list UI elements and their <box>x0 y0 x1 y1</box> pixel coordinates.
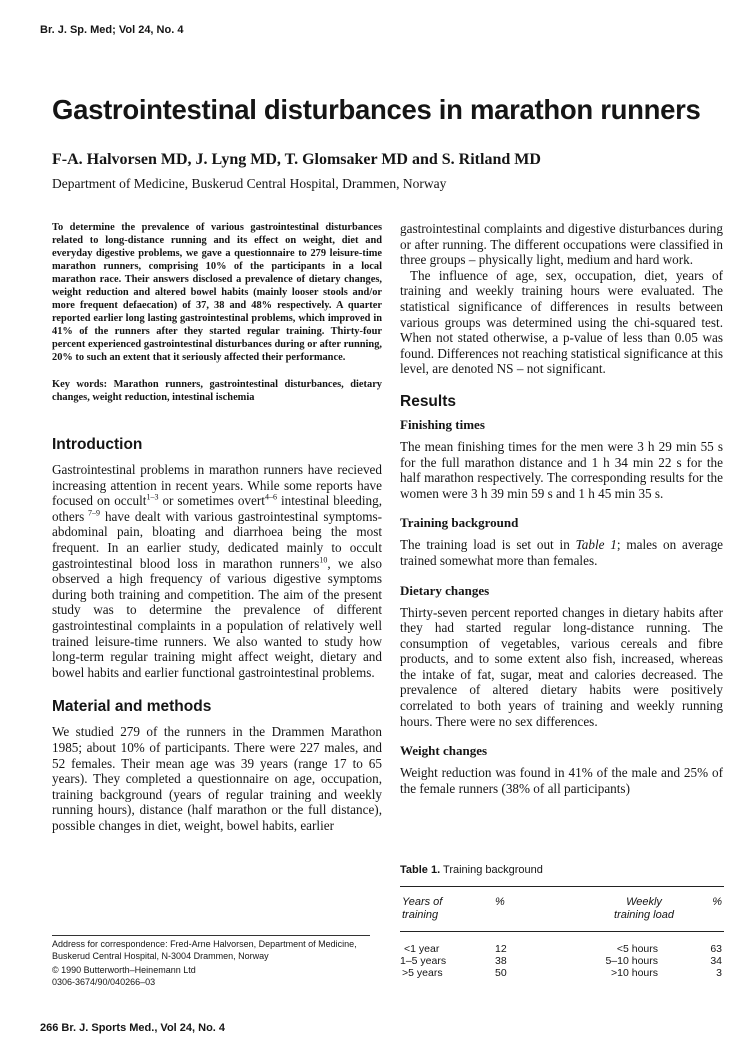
methods-text-continued: gastrointestinal complaints and digestive disturbances during or after running. The different occupations were classified in three groups – physically light, medium and hard work. <box>400 221 723 268</box>
table-cell-load: <5 hours <box>616 943 658 955</box>
copyright-notice: © 1990 Butterworth–Heinemann Ltd <box>52 965 196 975</box>
page-footer: 266 Br. J. Sports Med., Vol 24, No. 4 <box>40 1022 226 1034</box>
table-top-rule <box>400 886 724 887</box>
introduction-text: Gastrointestinal problems in marathon runners have recieved increasing attention in recent years. While some reports have focused on occult$^{1-3}$ or sometimes overt$^{4-6}$ intestinal bleeding, others $^{7-9}$ have dealt with various gastrointestinal symptoms-abdominal pain, bloating and diarrhoea being the most frequent. In an earlier study, dedicated mainly to occult gastrointestinal blood loss in marathon runners$^{10}$, we also observed a high frequency of various digestive symptoms during both training and competition. The aim of the present study was to determine the prevalence of different gastrointestinal complaints in a population of relatively well trained leisure-time runners. We also wanted to study how long-term regular training might affect weight, dietary and bowel habits and earlier functional gastrointestinal problems. <box>52 462 382 680</box>
left-column <box>52 221 382 833</box>
correspondence-address: Address for correspondence: Fred-Arne Halvorsen, Department of Medicine, Buskerud Central Hospital, N-3004 Drammen, Norway <box>52 939 357 961</box>
footnote <box>52 939 372 988</box>
table-cell-load: >10 hours <box>611 967 658 979</box>
table-cell-years: >5 years <box>402 967 443 979</box>
table-reference: Table 1 <box>575 537 617 553</box>
article-authors: F-A. Halvorsen MD, J. Lyng MD, T. Glomsaker MD and S. Ritland MD <box>52 151 541 168</box>
citation-sup: 10 <box>319 555 328 565</box>
table-header-pct1: % <box>495 896 505 908</box>
citation-sup: 4–6 <box>264 492 277 502</box>
footnote-rule <box>52 935 370 936</box>
table-header-pct2: % <box>712 896 722 908</box>
weight-changes-heading: Weight changes <box>400 743 488 759</box>
table-cell-pct2: 63 <box>710 943 722 955</box>
dietary-changes-text: Thirty-seven percent reported changes in dietary habits after they had started regular long-distance running. The consumption of vegetables, various cereals and fibre products, and to some extent also fish, increased, whereas the intake of fat, sugar, meat and calories decreased. The prevalence of altered dietary habits were positively correlated to both years of training and weekly running hours. There were no sex differences. <box>400 604 723 729</box>
introduction-heading: Introduction <box>52 436 143 453</box>
table-cell-years: <1 year <box>404 943 440 955</box>
methods-heading: Material and methods <box>52 698 212 716</box>
table-header-rule <box>400 931 724 932</box>
keywords: Key words: Marathon runners, gastrointestinal disturbances, dietary changes, weight reduction, intestinal ischemia <box>52 379 382 403</box>
article-title: Gastrointestinal disturbances in marathon runners <box>52 94 701 125</box>
table-cell-pct1: 12 <box>495 943 507 955</box>
table-cell-pct1: 50 <box>495 967 507 979</box>
citation-sup: 7–9 <box>84 508 100 518</box>
finishing-times-text: The mean finishing times for the men were 3 h 29 min 55 s for the full marathon distance and 1 h 34 min 22 s for the half marathon respectively. The corresponding results for the women were 3 h 39 min 59 s and 1 h 45 min 35 s. <box>400 438 723 501</box>
abstract: To determine the prevalence of various gastrointestinal disturbances related to long-distance running and its effect on weight, diet and everyday digestive problems, we gave a questionnaire to 279 leisure-time marathon runners, comprising 10% of the participants in a local marathon race. Their answers disclosed a prevalence of dietary changes, weight reduction and altered bowel habits (mainly looser stools and/or more frequent defaecation) of 37, 38 and 48% respectively. A quarter reported earlier long lasting gastrointestinal problems, which improved in 41% of the runners after they started regular training. Thirty-four percent experienced gastrointestinal disturbances during or after running, 20% to such an extent that it seriously affected their performance. <box>52 222 382 363</box>
table-header-load: Weekly training load <box>614 896 674 921</box>
journal-reference: Br. J. Sp. Med; Vol 24, No. 4 <box>40 24 184 36</box>
weight-changes-text: Weight reduction was found in 41% of the male and 25% of the female runners (38% of all participants) <box>400 765 723 796</box>
training-background-text: The training load is set out in Table 1; males on average trained somewhat more than females. <box>400 537 724 568</box>
methods-text-2: The influence of age, sex, occupation, diet, years of training and weekly training hours were evaluated. The statistical significance of differences in results between various groups was determined using the chi-squared test. When not stated otherwise, a p-value of less than 0.05 was found. Differences not reaching statistical significance at this level, are denoted NS – not significant. <box>400 267 723 377</box>
table-cell-years: 1–5 years <box>400 955 447 967</box>
methods-text-1: We studied 279 of the runners in the Drammen Marathon 1985; about 10% of participants. There were 227 males, and 52 females. Their mean age was 39 years (range 17 to 65 years). They completed a questionnaire on age, occupation, training background (years of regular training and weekly running hours), distance (half marathon or the full distance), possible changes in diet, weight, bowel habits, earlier <box>52 724 382 833</box>
citation-sup: 1–3 <box>146 492 159 502</box>
results-heading: Results <box>400 392 456 410</box>
table-cell-pct2: 3 <box>716 967 722 979</box>
training-background-heading: Training background <box>400 515 519 531</box>
dietary-changes-heading: Dietary changes <box>400 582 490 598</box>
table-cell-load: 5–10 hours <box>605 955 658 967</box>
article-affiliation: Department of Medicine, Buskerud Central Hospital, Drammen, Norway <box>52 176 447 191</box>
table-cell-pct2: 34 <box>710 955 722 967</box>
table-header-years: Years of training <box>402 896 443 921</box>
article-code: 0306-3674/90/040266–03 <box>52 976 156 987</box>
table-cell-pct1: 38 <box>495 955 507 967</box>
table-caption: Table 1. Training background <box>400 864 543 876</box>
finishing-times-heading: Finishing times <box>400 416 485 432</box>
right-column <box>400 221 723 796</box>
